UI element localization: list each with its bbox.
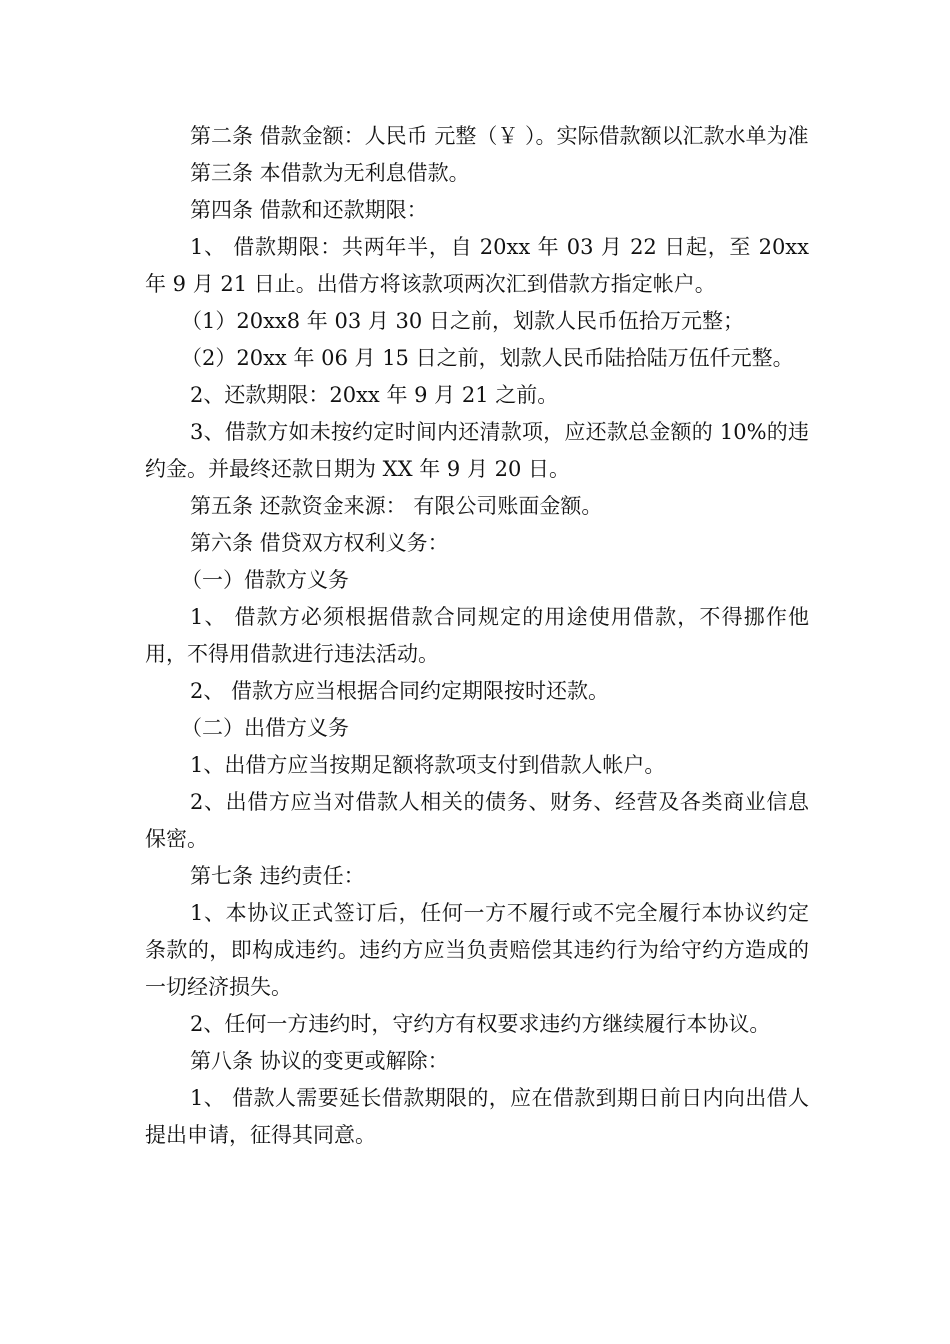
- article-4-item-1: 1、 借款期限：共两年半，自 20xx 年 03 月 22 日起，至 20xx 年 9 月 21 日止。出借方将该款项两次汇到借款方指定帐户。: [145, 235, 809, 296]
- article-2-loan-amount: 第二条 借款金额：人民币 元整（￥ ）。实际借款额以汇款水单为准: [190, 124, 809, 148]
- document-body: [145, 118, 809, 1154]
- article-7-item-2: 2、任何一方违约时，守约方有权要求违约方继续履行本协议。: [190, 1012, 771, 1036]
- article-3-interest-free: 第三条 本借款为无利息借款。: [190, 161, 470, 185]
- article-5-repayment-source: 第五条 还款资金来源： 有限公司账面金额。: [190, 494, 603, 518]
- lender-obligations-heading: （二）出借方义务: [181, 716, 349, 740]
- borrower-obligation-2: 2、 借款方应当根据合同约定期限按时还款。: [190, 679, 610, 703]
- lender-obligation-1: 1、出借方应当按期足额将款项支付到借款人帐户。: [190, 753, 666, 777]
- article-7-heading: 第七条 违约责任：: [190, 864, 365, 888]
- borrower-obligation-1: 1、 借款方必须根据借款合同规定的用途使用借款，不得挪作他用，不得用借款进行违法活动。: [145, 605, 809, 666]
- borrower-obligations-heading: （一）借款方义务: [181, 568, 349, 592]
- article-7-item-1: 1、本协议正式签订后，任何一方不履行或不完全履行本协议约定条款的，即构成违约。违约方应当负责赔偿其违约行为给守约方造成的一切经济损失。: [145, 901, 809, 999]
- article-8-item-1: 1、 借款人需要延长借款期限的，应在借款到期日前日内向出借人提出申请，征得其同意。: [145, 1086, 809, 1147]
- article-8-heading: 第八条 协议的变更或解除：: [190, 1049, 449, 1073]
- lender-obligation-2: 2、出借方应当对借款人相关的债务、财务、经营及各类商业信息保密。: [145, 790, 809, 851]
- article-4-heading: 第四条 借款和还款期限：: [190, 198, 428, 222]
- article-4-subitem-2: （2）20xx 年 06 月 15 日之前，划款人民币陆拾陆万伍仟元整。: [181, 346, 794, 370]
- article-6-heading: 第六条 借贷双方权利义务：: [190, 531, 449, 555]
- article-4-item-3: 3、借款方如未按约定时间内还清款项，应还款总金额的 10%的违约金。并最终还款日期为 XX 年 9 月 20 日。: [145, 420, 809, 481]
- article-4-subitem-1: （1）20xx8 年 03 月 30 日之前，划款人民币伍拾万元整；: [181, 309, 744, 333]
- article-4-item-2: 2、还款期限：20xx 年 9 月 21 之前。: [190, 383, 559, 407]
